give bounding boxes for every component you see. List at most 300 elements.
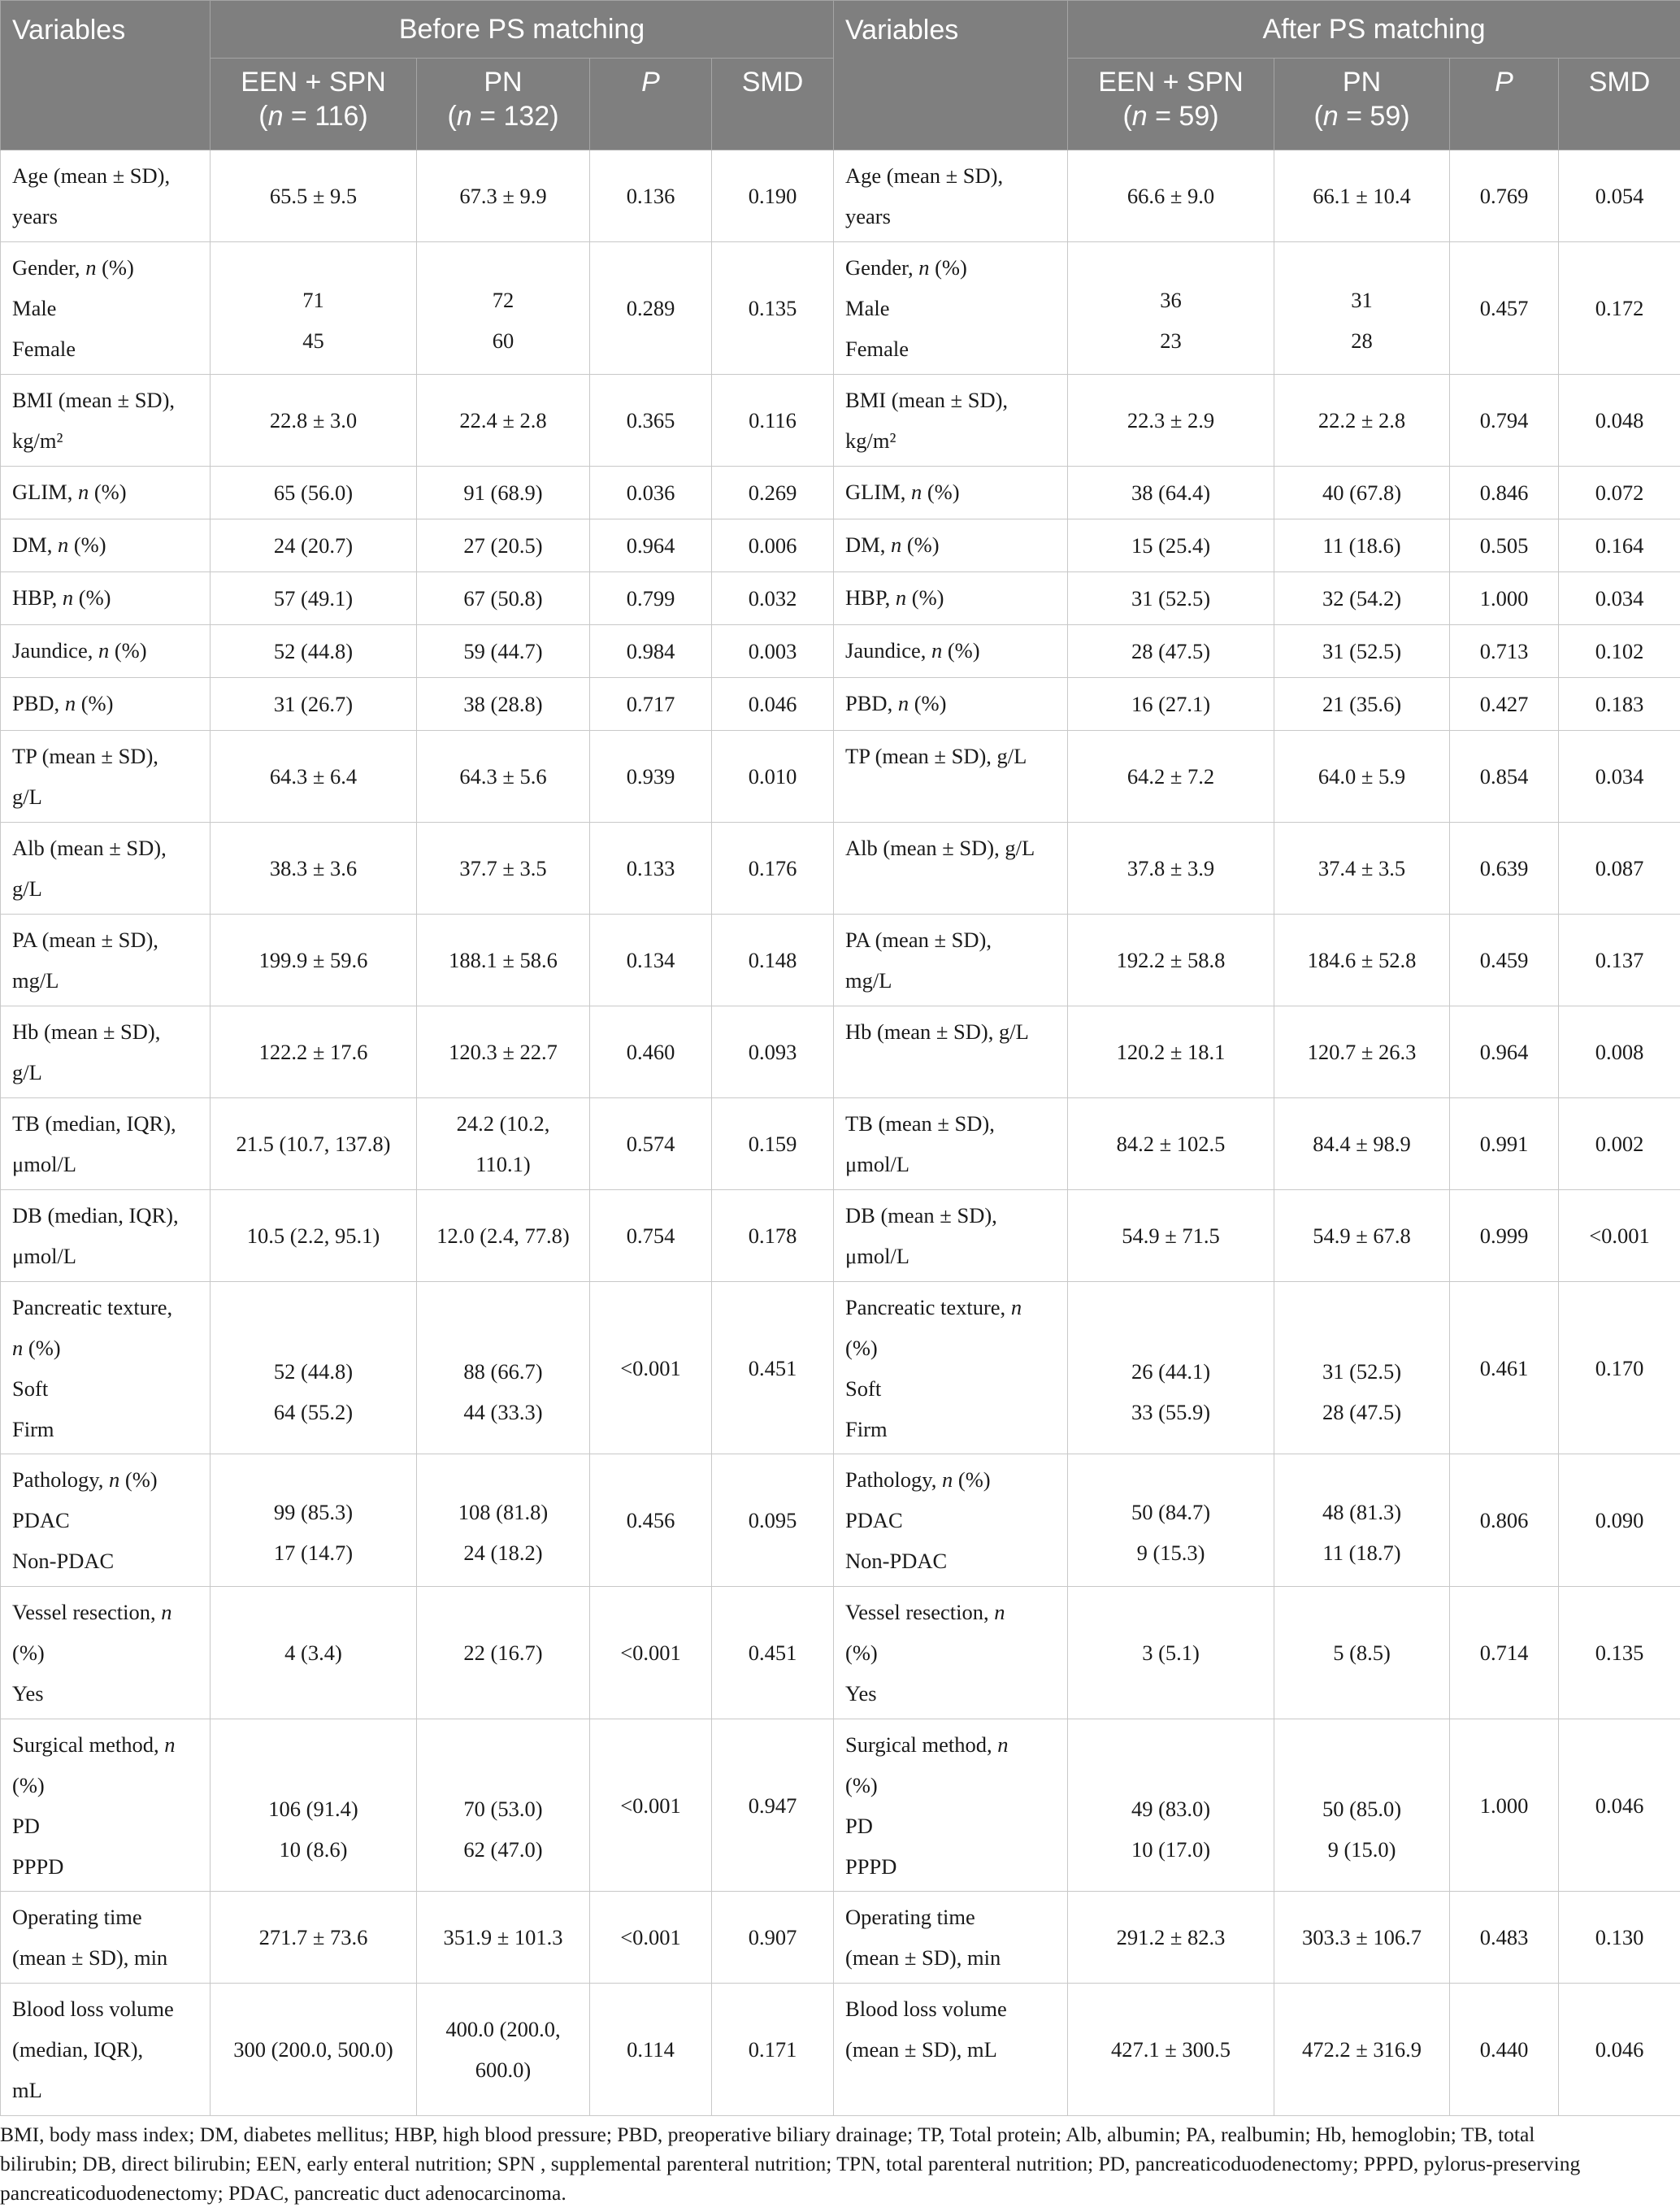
variable-label-after xyxy=(834,375,1068,467)
header-col-n: (n = 59) xyxy=(1313,101,1410,132)
een-spn-after-value-line: 66.6 ± 9.0 xyxy=(1127,184,1215,208)
een-spn-after-value-line: 15 (25.4) xyxy=(1131,533,1211,558)
smd-before: 0.046 xyxy=(712,678,834,731)
p-value-after: 0.964 xyxy=(1450,1006,1559,1098)
pn-before-value-line: 70 (53.0) xyxy=(463,1796,543,1821)
een-spn-after-value xyxy=(1068,915,1274,1006)
table-row xyxy=(1,242,1680,375)
een-spn-before-value-line: 65 (56.0) xyxy=(273,480,354,505)
p-value-after: 0.769 xyxy=(1450,150,1559,242)
een-spn-after-value-line: 64.2 ± 7.2 xyxy=(1127,764,1215,789)
variable-label-after-line: Soft xyxy=(845,1376,882,1401)
header-before-col-1 xyxy=(417,59,590,150)
een-spn-after-value-line: 38 (64.4) xyxy=(1131,480,1211,505)
variable-label-after-line: Firm xyxy=(845,1417,888,1441)
een-spn-before-value-line: 199.9 ± 59.6 xyxy=(258,948,368,972)
pn-after-value xyxy=(1274,1282,1450,1454)
variable-label-before-line: (%) xyxy=(12,1641,45,1665)
een-spn-after-value xyxy=(1068,375,1274,467)
een-spn-before-value-line: 64.3 ± 6.4 xyxy=(269,764,358,789)
pn-before-value-line xyxy=(428,1765,578,1788)
variable-label-before-line: PBD, n (%) xyxy=(12,691,114,715)
een-spn-after-value xyxy=(1068,1719,1274,1892)
pn-after-value-line: 64.0 ± 5.9 xyxy=(1318,764,1406,789)
variable-label-before xyxy=(1,915,211,1006)
variable-label-after-line: Male xyxy=(845,296,890,320)
pn-after-value-line: 21 (35.6) xyxy=(1322,692,1402,716)
variable-label-after-line: Blood loss volume xyxy=(845,1997,1007,2021)
pn-after-value-line xyxy=(1286,1741,1438,1765)
pn-after-value xyxy=(1274,242,1450,375)
variable-label-before-line: g/L xyxy=(12,876,42,901)
table-row xyxy=(1,150,1680,242)
variable-label-before-line: kg/m² xyxy=(12,428,63,453)
header-col-n: (n = 59) xyxy=(1122,101,1219,132)
variable-label-after-line: DM, n (%) xyxy=(845,532,940,557)
pn-before-value xyxy=(417,519,590,572)
p-value-after: 0.999 xyxy=(1450,1190,1559,1282)
variable-label-after-line: Vessel resection, n xyxy=(845,1600,1005,1624)
p-value-before: 0.289 xyxy=(590,242,712,375)
pn-after-value-line xyxy=(1286,256,1438,280)
pn-before-value-line: 400.0 (200.0, xyxy=(445,2017,561,2041)
p-value-before: 0.717 xyxy=(590,678,712,731)
variable-label-after-line: Pathology, n (%) xyxy=(845,1467,991,1492)
p-value-after: 1.000 xyxy=(1450,572,1559,625)
een-spn-before-value-line: 300 (200.0, 500.0) xyxy=(233,2037,393,2062)
een-spn-after-value-line xyxy=(1079,256,1262,280)
smd-before: 0.095 xyxy=(712,1454,834,1587)
smd-after: 0.087 xyxy=(1559,823,1680,915)
pn-before-value xyxy=(417,678,590,731)
smd-before: 0.010 xyxy=(712,731,834,823)
smd-before: 0.116 xyxy=(712,375,834,467)
smd-after: 0.102 xyxy=(1559,625,1680,678)
een-spn-after-value-line xyxy=(1079,1304,1262,1328)
smd-after: 0.072 xyxy=(1559,467,1680,519)
variable-label-before-line: Gender, n (%) xyxy=(12,255,134,280)
variable-label-before-line: PD xyxy=(12,1814,40,1838)
variable-label-before xyxy=(1,375,211,467)
een-spn-after-value-line: 192.2 ± 58.8 xyxy=(1116,948,1226,972)
een-spn-after-value-line xyxy=(1079,1468,1262,1492)
footnote-line: bilirubin; DB, direct bilirubin; EEN, early enteral nutrition; SPN , supplemental parenteral nutrition; TPN, total parenteral nutrition; PD, pancreaticoduodenectomy; PPPD, pylorus-preserving xyxy=(0,2152,1581,2175)
een-spn-before-value-line: 10.5 (2.2, 95.1) xyxy=(246,1223,380,1248)
variable-label-before xyxy=(1,1190,211,1282)
p-value-before: 0.754 xyxy=(590,1190,712,1282)
een-spn-before-value xyxy=(211,1984,417,2116)
pn-after-value-line: 11 (18.6) xyxy=(1322,533,1401,558)
p-value-before: 0.456 xyxy=(590,1454,712,1587)
variable-label-after xyxy=(834,1892,1068,1984)
p-value-after: 0.794 xyxy=(1450,375,1559,467)
table-row xyxy=(1,1587,1680,1719)
pn-after-value xyxy=(1274,1719,1450,1892)
een-spn-before-value xyxy=(211,678,417,731)
pn-before-value xyxy=(417,915,590,1006)
footnote-line: pancreaticoduodenectomy; PDAC, pancreatic duct adenocarcinoma. xyxy=(0,2181,567,2205)
pn-after-value-line: 37.4 ± 3.5 xyxy=(1318,856,1406,880)
een-spn-before-value-line xyxy=(222,1328,405,1351)
variable-label-before-line: Female xyxy=(12,337,76,361)
pn-after-value xyxy=(1274,1190,1450,1282)
p-value-after: 0.483 xyxy=(1450,1892,1559,1984)
pn-after-value-line: 120.7 ± 26.3 xyxy=(1307,1040,1417,1064)
variable-label-before xyxy=(1,1098,211,1190)
pn-before-value-line: 64.3 ± 5.6 xyxy=(459,764,547,789)
variable-label-after-line: Age (mean ± SD), xyxy=(845,163,1004,188)
smd-before: 0.093 xyxy=(712,1006,834,1098)
een-spn-after-value-line: 28 (47.5) xyxy=(1131,639,1211,663)
een-spn-after-value-line: 120.2 ± 18.1 xyxy=(1116,1040,1226,1064)
pn-after-value-line: 9 (15.0) xyxy=(1327,1836,1396,1862)
p-value-after: 1.000 xyxy=(1450,1719,1559,1892)
variable-label-before-line: TB (median, IQR), xyxy=(12,1111,176,1136)
pn-before-value xyxy=(417,1006,590,1098)
een-spn-after-value xyxy=(1068,1984,1274,2116)
variable-label-before-line: PDAC xyxy=(12,1508,70,1532)
pn-after-value xyxy=(1274,467,1450,519)
een-spn-after-value xyxy=(1068,242,1274,375)
pn-before-value-line: 24 (18.2) xyxy=(463,1540,543,1565)
een-spn-after-value-line xyxy=(1079,1741,1262,1765)
smd-after: <0.001 xyxy=(1559,1190,1680,1282)
pn-before-value xyxy=(417,625,590,678)
header-col-label: P xyxy=(1495,67,1513,98)
variable-label-after-line: PDAC xyxy=(845,1508,903,1532)
variable-label-after-line: Hb (mean ± SD), g/L xyxy=(845,1019,1029,1044)
variable-label-before-line: (median, IQR), xyxy=(12,2037,144,2062)
pn-after-value-line: 184.6 ± 52.8 xyxy=(1307,948,1417,972)
variable-label-after xyxy=(834,572,1068,625)
p-value-after: 0.440 xyxy=(1450,1984,1559,2116)
variable-label-after-line: GLIM, n (%) xyxy=(845,480,960,504)
header-col-label: EEN + SPN xyxy=(241,67,386,98)
p-value-before: 0.984 xyxy=(590,625,712,678)
variable-label-after xyxy=(834,519,1068,572)
table-row xyxy=(1,678,1680,731)
variable-label-before xyxy=(1,242,211,375)
p-value-after: 0.713 xyxy=(1450,625,1559,678)
variable-label-before-line: Firm xyxy=(12,1417,54,1441)
pn-before-value-line: 120.3 ± 22.7 xyxy=(449,1040,558,1064)
een-spn-after-value-line: 36 xyxy=(1160,287,1182,312)
p-value-after: 0.639 xyxy=(1450,823,1559,915)
een-spn-before-value xyxy=(211,1098,417,1190)
p-value-before: <0.001 xyxy=(590,1719,712,1892)
een-spn-after-value xyxy=(1068,572,1274,625)
smd-before: 0.171 xyxy=(712,1984,834,2116)
een-spn-before-value-line: 17 (14.7) xyxy=(273,1540,354,1565)
header-variables-left: Variables xyxy=(1,1,211,150)
een-spn-after-value xyxy=(1068,467,1274,519)
een-spn-after-value xyxy=(1068,150,1274,242)
variable-label-before xyxy=(1,467,211,519)
variable-label-after xyxy=(834,1006,1068,1098)
pn-after-value-line: 32 (54.2) xyxy=(1322,586,1402,611)
een-spn-after-value-line: 37.8 ± 3.9 xyxy=(1127,856,1215,880)
p-value-after: 0.714 xyxy=(1450,1587,1559,1719)
pn-after-value xyxy=(1274,519,1450,572)
pn-after-value-line: 40 (67.8) xyxy=(1322,480,1402,505)
pn-after-value-line: 22.2 ± 2.8 xyxy=(1318,408,1406,432)
table-row xyxy=(1,1098,1680,1190)
variable-label-after-line: (mean ± SD), mL xyxy=(845,2037,997,2062)
table-row xyxy=(1,1282,1680,1454)
pn-after-value-line xyxy=(1286,1328,1438,1351)
smd-after: 0.183 xyxy=(1559,678,1680,731)
pn-after-value xyxy=(1274,572,1450,625)
pn-before-value xyxy=(417,1587,590,1719)
header-after-col-2 xyxy=(1450,59,1559,150)
pn-after-value xyxy=(1274,1892,1450,1984)
pn-before-value-line: 67.3 ± 9.9 xyxy=(459,184,547,208)
header-before-ps-matching: Before PS matching xyxy=(211,1,834,59)
table-row xyxy=(1,1719,1680,1892)
variable-label-before xyxy=(1,572,211,625)
variable-label-before xyxy=(1,1454,211,1587)
een-spn-before-value-line: 45 xyxy=(302,328,324,353)
smd-after: 0.137 xyxy=(1559,915,1680,1006)
smd-after: 0.008 xyxy=(1559,1006,1680,1098)
variable-label-after xyxy=(834,150,1068,242)
een-spn-before-value-line: 99 (85.3) xyxy=(273,1499,354,1524)
een-spn-before-value xyxy=(211,467,417,519)
pn-after-value-line: 28 xyxy=(1351,328,1373,353)
pn-after-value-line xyxy=(1286,1468,1438,1492)
smd-before: 0.178 xyxy=(712,1190,834,1282)
table-row xyxy=(1,1892,1680,1984)
pn-after-value xyxy=(1274,150,1450,242)
header-col-label: P xyxy=(641,67,660,98)
variable-label-after-line: Jaundice, n (%) xyxy=(845,638,980,663)
variable-label-after-line: Female xyxy=(845,337,909,361)
een-spn-after-value-line: 26 (44.1) xyxy=(1131,1358,1211,1384)
pn-after-value-line: 5 (8.5) xyxy=(1333,1641,1391,1665)
een-spn-before-value xyxy=(211,1892,417,1984)
header-col-n: (n = 132) xyxy=(447,101,559,132)
pn-after-value-line: 31 xyxy=(1351,287,1373,312)
variable-label-before-line: PPPD xyxy=(12,1854,64,1879)
header-col-label: EEN + SPN xyxy=(1098,67,1244,98)
pn-before-value xyxy=(417,731,590,823)
pn-before-value-line: 108 (81.8) xyxy=(458,1499,549,1524)
een-spn-before-value-line: 65.5 ± 9.5 xyxy=(269,184,358,208)
een-spn-after-value xyxy=(1068,1454,1274,1587)
een-spn-before-value-line: 31 (26.7) xyxy=(273,692,354,716)
variable-label-before-line: DB (median, IQR), xyxy=(12,1203,179,1228)
een-spn-after-value xyxy=(1068,625,1274,678)
een-spn-before-value-line: 4 (3.4) xyxy=(284,1641,342,1665)
p-value-before: 0.365 xyxy=(590,375,712,467)
een-spn-before-value xyxy=(211,1190,417,1282)
variable-label-before-line: Operating time xyxy=(12,1905,142,1929)
smd-after: 0.130 xyxy=(1559,1892,1680,1984)
pn-before-value-line: 72 xyxy=(492,287,514,312)
pn-before-value xyxy=(417,150,590,242)
variable-label-before xyxy=(1,1006,211,1098)
pn-before-value-line: 37.7 ± 3.5 xyxy=(459,856,547,880)
p-value-before: <0.001 xyxy=(590,1587,712,1719)
variable-label-before-line: mg/L xyxy=(12,968,59,993)
variable-label-before-line: mL xyxy=(12,2078,42,2102)
variable-label-before xyxy=(1,519,211,572)
variable-label-after-line: TP (mean ± SD), g/L xyxy=(845,744,1027,768)
variable-label-after-line: DB (mean ± SD), xyxy=(845,1203,997,1228)
variable-label-before xyxy=(1,1282,211,1454)
pn-before-value xyxy=(417,375,590,467)
een-spn-after-value-line: 31 (52.5) xyxy=(1131,586,1211,611)
header-variables-right: Variables xyxy=(834,1,1068,150)
pn-before-value xyxy=(417,1984,590,2116)
pn-after-value xyxy=(1274,1006,1450,1098)
variable-label-after-line: (mean ± SD), min xyxy=(845,1945,1001,1970)
variable-label-after-line: PA (mean ± SD), xyxy=(845,928,992,952)
variable-label-after-line: years xyxy=(845,204,891,228)
pn-after-value xyxy=(1274,1098,1450,1190)
een-spn-before-value xyxy=(211,242,417,375)
smd-after: 0.046 xyxy=(1559,1984,1680,2116)
een-spn-before-value xyxy=(211,1719,417,1892)
p-value-before: 0.964 xyxy=(590,519,712,572)
smd-before: 0.003 xyxy=(712,625,834,678)
smd-before: 0.907 xyxy=(712,1892,834,1984)
een-spn-before-value-line xyxy=(222,1741,405,1765)
pn-after-value-line: 31 (52.5) xyxy=(1322,1358,1402,1384)
smd-before: 0.451 xyxy=(712,1282,834,1454)
een-spn-before-value-line: 122.2 ± 17.6 xyxy=(258,1040,368,1064)
pn-after-value xyxy=(1274,1454,1450,1587)
een-spn-before-value-line: 64 (55.2) xyxy=(273,1399,354,1424)
p-value-before: 0.136 xyxy=(590,150,712,242)
een-spn-after-value-line: 427.1 ± 300.5 xyxy=(1110,2037,1231,2062)
header-after-ps-matching: After PS matching xyxy=(1068,1,1680,59)
smd-after: 0.054 xyxy=(1559,150,1680,242)
p-value-after: 0.991 xyxy=(1450,1098,1559,1190)
variable-label-before xyxy=(1,150,211,242)
variable-label-before xyxy=(1,678,211,731)
table-row xyxy=(1,375,1680,467)
pn-before-value-line xyxy=(428,1328,578,1351)
een-spn-before-value xyxy=(211,519,417,572)
pn-before-value-line: 44 (33.3) xyxy=(463,1399,543,1424)
een-spn-after-value-line: 3 (5.1) xyxy=(1142,1641,1200,1665)
variable-label-after xyxy=(834,1282,1068,1454)
een-spn-after-value-line: 16 (27.1) xyxy=(1131,692,1211,716)
header-col-label: SMD xyxy=(741,67,804,98)
variable-label-after-line: PPPD xyxy=(845,1854,897,1879)
een-spn-after-value-line: 49 (83.0) xyxy=(1131,1796,1211,1821)
smd-after: 0.034 xyxy=(1559,731,1680,823)
table-row xyxy=(1,731,1680,823)
een-spn-after-value xyxy=(1068,1006,1274,1098)
pn-before-value-line: 24.2 (10.2, xyxy=(456,1111,550,1136)
pn-after-value xyxy=(1274,731,1450,823)
een-spn-before-value xyxy=(211,572,417,625)
een-spn-before-value-line: 271.7 ± 73.6 xyxy=(258,1925,368,1949)
variable-label-before-line: DM, n (%) xyxy=(12,532,106,557)
variable-label-before-line: BMI (mean ± SD), xyxy=(12,388,176,412)
een-spn-before-value-line: 10 (8.6) xyxy=(279,1836,348,1862)
pn-after-value-line: 54.9 ± 67.8 xyxy=(1313,1223,1411,1248)
variable-label-before-line: TP (mean ± SD), xyxy=(12,744,158,768)
smd-after: 0.170 xyxy=(1559,1282,1680,1454)
variable-label-after-line: TB (mean ± SD), xyxy=(845,1111,995,1136)
table-row xyxy=(1,519,1680,572)
variable-label-before xyxy=(1,731,211,823)
een-spn-after-value xyxy=(1068,731,1274,823)
p-value-after: 0.457 xyxy=(1450,242,1559,375)
variable-label-after xyxy=(834,731,1068,823)
variable-label-after-line: Gender, n (%) xyxy=(845,255,967,280)
smd-before: 0.135 xyxy=(712,242,834,375)
een-spn-before-value xyxy=(211,1587,417,1719)
p-value-before: <0.001 xyxy=(590,1892,712,1984)
een-spn-after-value xyxy=(1068,1190,1274,1282)
p-value-after: 0.459 xyxy=(1450,915,1559,1006)
een-spn-before-value xyxy=(211,150,417,242)
variable-label-after xyxy=(834,678,1068,731)
pn-after-value xyxy=(1274,823,1450,915)
pn-before-value-line: 351.9 ± 101.3 xyxy=(443,1925,563,1949)
een-spn-before-value-line: 57 (49.1) xyxy=(273,586,354,611)
p-value-before: 0.133 xyxy=(590,823,712,915)
pn-before-value-line: 62 (47.0) xyxy=(463,1836,543,1862)
variable-label-after-line: PBD, n (%) xyxy=(845,691,947,715)
een-spn-after-value-line xyxy=(1079,1765,1262,1788)
een-spn-before-value-line: 106 (91.4) xyxy=(268,1796,358,1821)
variable-label-before xyxy=(1,1587,211,1719)
variable-label-after-line: μmol/L xyxy=(845,1244,909,1268)
een-spn-after-value-line: 33 (55.9) xyxy=(1131,1399,1211,1424)
pn-before-value-line: 22.4 ± 2.8 xyxy=(459,408,547,432)
een-spn-before-value-line: 71 xyxy=(302,287,324,312)
header-after-col-1 xyxy=(1274,59,1450,150)
een-spn-before-value xyxy=(211,625,417,678)
table-row xyxy=(1,1006,1680,1098)
pn-before-value xyxy=(417,572,590,625)
p-value-after: 0.854 xyxy=(1450,731,1559,823)
smd-after: 0.172 xyxy=(1559,242,1680,375)
p-value-after: 0.846 xyxy=(1450,467,1559,519)
pn-before-value-line xyxy=(428,1304,578,1328)
p-value-before: 0.134 xyxy=(590,915,712,1006)
een-spn-before-value-line xyxy=(222,256,405,280)
pn-after-value xyxy=(1274,678,1450,731)
variable-label-after xyxy=(834,1719,1068,1892)
pn-after-value-line: 303.3 ± 106.7 xyxy=(1301,1925,1422,1949)
variable-label-before-line: Pathology, n (%) xyxy=(12,1467,158,1492)
een-spn-before-value-line xyxy=(222,1765,405,1788)
smd-before: 0.947 xyxy=(712,1719,834,1892)
pn-before-value xyxy=(417,1892,590,1984)
een-spn-after-value xyxy=(1068,1587,1274,1719)
variable-label-before-line: years xyxy=(12,204,58,228)
een-spn-after-value-line: 54.9 ± 71.5 xyxy=(1122,1223,1220,1248)
een-spn-before-value-line xyxy=(222,1468,405,1492)
variable-label-after-line: PD xyxy=(845,1814,873,1838)
variable-label-before-line: Non-PDAC xyxy=(12,1549,115,1573)
een-spn-after-value-line xyxy=(1079,1328,1262,1351)
smd-after: 0.002 xyxy=(1559,1098,1680,1190)
table-row xyxy=(1,625,1680,678)
pn-before-value-line xyxy=(428,256,578,280)
variable-label-before-line: Alb (mean ± SD), xyxy=(12,836,167,860)
smd-before: 0.032 xyxy=(712,572,834,625)
variable-label-before-line: PA (mean ± SD), xyxy=(12,928,158,952)
smd-after: 0.046 xyxy=(1559,1719,1680,1892)
pn-before-value xyxy=(417,1098,590,1190)
